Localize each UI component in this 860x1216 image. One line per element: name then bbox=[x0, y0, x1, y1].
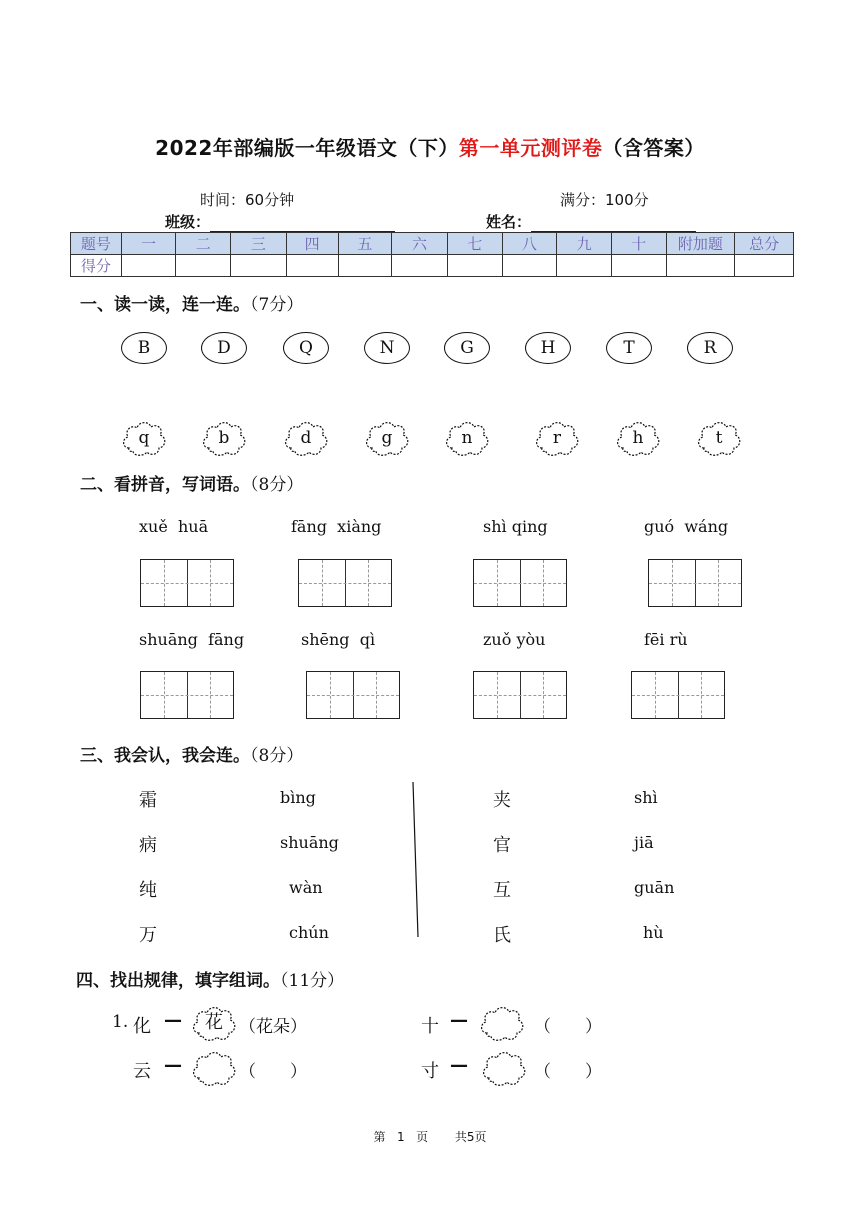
lowercase-letter: d bbox=[300, 428, 312, 448]
exam-time: 时间：60分钟 bbox=[200, 191, 295, 209]
page-prefix: 第 bbox=[373, 1130, 386, 1144]
lowercase-letter: q bbox=[138, 428, 150, 448]
name-label: 姓名： bbox=[486, 213, 532, 231]
name-input-line[interactable] bbox=[531, 215, 696, 232]
section-4-title: 四、找出规律，填字组词。 bbox=[76, 971, 280, 991]
writing-grid[interactable] bbox=[631, 671, 725, 719]
cloud-icon bbox=[481, 1048, 527, 1088]
writing-grid[interactable] bbox=[473, 671, 567, 719]
lowercase-letter-cloud[interactable] bbox=[121, 418, 167, 458]
name-field[interactable] bbox=[486, 211, 696, 232]
uppercase-letter-oval[interactable]: Q bbox=[283, 332, 329, 364]
match-pinyin[interactable]: guān bbox=[634, 878, 675, 897]
page-title bbox=[0, 132, 860, 161]
answer-cloud[interactable] bbox=[191, 1003, 237, 1043]
grid-divider bbox=[299, 583, 391, 584]
grid-divider bbox=[632, 695, 724, 696]
score-header-cell: 六 bbox=[392, 233, 448, 255]
lowercase-letter: n bbox=[461, 428, 473, 448]
score-header-cell: 二 bbox=[176, 233, 231, 255]
pinyin-prompt: fāng xiàng bbox=[291, 517, 382, 536]
match-char[interactable]: 互 bbox=[493, 880, 511, 901]
exam-full-score: 满分：100分 bbox=[560, 191, 649, 209]
answer-cloud[interactable] bbox=[191, 1048, 237, 1088]
score-header-cell: 十 bbox=[611, 233, 666, 255]
writing-grid[interactable] bbox=[306, 671, 400, 719]
score-cell[interactable] bbox=[338, 255, 392, 277]
grid-divider bbox=[141, 695, 233, 696]
section-4-heading bbox=[76, 966, 344, 991]
title-suffix: （含答案） bbox=[602, 136, 705, 160]
section-1-points: （7分） bbox=[250, 295, 304, 315]
pinyin-prompt: guó wáng bbox=[644, 517, 729, 536]
section-2-points: （8分） bbox=[250, 475, 304, 495]
grid-divider bbox=[474, 583, 566, 584]
word-blank[interactable]: （ ） bbox=[534, 1062, 602, 1082]
section-3-heading bbox=[80, 741, 303, 766]
pinyin-prompt: shēng qì bbox=[301, 630, 376, 649]
match-char[interactable]: 夹 bbox=[493, 790, 511, 811]
score-header-cell: 九 bbox=[557, 233, 612, 255]
pinyin-prompt: zuǒ yòu bbox=[483, 630, 546, 649]
writing-grid[interactable] bbox=[140, 671, 234, 719]
writing-grid[interactable] bbox=[140, 559, 234, 607]
page-suffix: 页 bbox=[416, 1130, 429, 1144]
match-char[interactable]: 氏 bbox=[493, 925, 511, 946]
score-cell[interactable] bbox=[286, 255, 338, 277]
match-pinyin[interactable]: hù bbox=[643, 923, 664, 942]
match-char[interactable]: 纯 bbox=[139, 880, 157, 901]
match-char[interactable]: 病 bbox=[139, 835, 157, 856]
writing-grid[interactable] bbox=[473, 559, 567, 607]
section-2-title: 二、看拼音，写词语。 bbox=[80, 475, 250, 495]
match-pinyin[interactable]: shì bbox=[634, 788, 658, 807]
grid-divider bbox=[141, 583, 233, 584]
uppercase-letter-oval[interactable]: T bbox=[606, 332, 652, 364]
pattern-char: 十 bbox=[421, 1016, 439, 1037]
uppercase-letter-oval[interactable]: N bbox=[364, 332, 410, 364]
lowercase-letter-cloud[interactable] bbox=[615, 418, 661, 458]
class-field[interactable] bbox=[165, 211, 395, 232]
title-main: 2022年部编版一年级语文（下） bbox=[155, 136, 459, 160]
match-char[interactable]: 霜 bbox=[139, 790, 157, 811]
cloud-icon bbox=[191, 1048, 237, 1088]
score-cell[interactable] bbox=[447, 255, 502, 277]
pattern-dash: — bbox=[164, 1010, 182, 1031]
match-char[interactable]: 官 bbox=[493, 835, 511, 856]
score-header-cell: 题号 bbox=[71, 233, 122, 255]
score-cell[interactable] bbox=[735, 255, 794, 277]
cloud-icon bbox=[479, 1003, 525, 1043]
lowercase-letter: r bbox=[552, 428, 562, 448]
lowercase-letter: t bbox=[715, 428, 723, 448]
section-1-heading bbox=[80, 290, 303, 315]
pinyin-prompt: xuě huā bbox=[139, 517, 209, 536]
page-footer bbox=[0, 1128, 860, 1145]
answer-cloud[interactable] bbox=[479, 1003, 525, 1043]
lowercase-letter: h bbox=[632, 428, 644, 448]
column-divider-line bbox=[410, 780, 422, 940]
class-label: 班级： bbox=[165, 213, 211, 231]
lowercase-letter-cloud[interactable] bbox=[201, 418, 247, 458]
match-pinyin[interactable]: bìng bbox=[280, 788, 316, 807]
section-3-title: 三、我会认，我会连。 bbox=[80, 746, 250, 766]
score-header-cell: 五 bbox=[338, 233, 392, 255]
lowercase-letter-cloud[interactable] bbox=[696, 418, 742, 458]
question-number: 1. bbox=[112, 1012, 129, 1032]
section-1-title: 一、读一读，连一连。 bbox=[80, 295, 250, 315]
page-number: 1 bbox=[397, 1130, 405, 1144]
pattern-char: 云 bbox=[133, 1061, 151, 1082]
uppercase-letter-oval[interactable]: B bbox=[121, 332, 167, 364]
lowercase-letter-cloud[interactable] bbox=[534, 418, 580, 458]
score-header-cell: 附加题 bbox=[666, 233, 735, 255]
score-table-header-row bbox=[71, 233, 794, 255]
class-input-line[interactable] bbox=[210, 215, 395, 232]
uppercase-letter-oval[interactable]: G bbox=[444, 332, 490, 364]
score-table-score-row bbox=[71, 255, 794, 277]
lowercase-letter-cloud[interactable] bbox=[283, 418, 329, 458]
lowercase-letter: g bbox=[381, 428, 393, 448]
word-blank[interactable]: （ ） bbox=[534, 1017, 602, 1037]
section-2-heading bbox=[80, 470, 303, 495]
score-cell[interactable] bbox=[666, 255, 735, 277]
match-char[interactable]: 万 bbox=[139, 925, 157, 946]
answer-fill: 花 bbox=[205, 1012, 223, 1033]
grid-divider bbox=[474, 695, 566, 696]
uppercase-letter-oval[interactable]: H bbox=[525, 332, 571, 364]
score-cell[interactable] bbox=[392, 255, 448, 277]
score-row-label: 得分 bbox=[71, 255, 122, 277]
writing-grid[interactable] bbox=[648, 559, 742, 607]
score-cell[interactable] bbox=[502, 255, 557, 277]
word-blank[interactable]: （花朵） bbox=[239, 1017, 307, 1037]
match-pinyin[interactable]: wàn bbox=[289, 878, 323, 897]
pattern-char: 化 bbox=[133, 1016, 151, 1037]
lowercase-letter-cloud[interactable] bbox=[364, 418, 410, 458]
section-3-points: （8分） bbox=[250, 746, 304, 766]
lowercase-letter: b bbox=[218, 428, 230, 448]
pattern-dash: — bbox=[450, 1010, 468, 1031]
score-cell[interactable] bbox=[121, 255, 176, 277]
pattern-dash: — bbox=[450, 1055, 468, 1076]
score-header-cell: 四 bbox=[286, 233, 338, 255]
score-table bbox=[70, 232, 794, 277]
match-pinyin[interactable]: chún bbox=[289, 923, 329, 942]
grid-divider bbox=[307, 695, 399, 696]
score-header-cell: 三 bbox=[231, 233, 287, 255]
score-header-cell: 八 bbox=[502, 233, 557, 255]
score-cell[interactable] bbox=[231, 255, 287, 277]
grid-divider bbox=[649, 583, 741, 584]
match-pinyin[interactable]: shuāng bbox=[280, 833, 339, 852]
uppercase-letter-oval[interactable]: R bbox=[687, 332, 733, 364]
pinyin-prompt: shuāng fāng bbox=[139, 630, 245, 649]
pinyin-prompt: shì qing bbox=[483, 517, 548, 536]
pinyin-prompt: fēi rù bbox=[644, 630, 688, 649]
score-cell[interactable] bbox=[176, 255, 231, 277]
title-highlight: 第一单元测评卷 bbox=[458, 136, 603, 160]
word-blank[interactable]: （ ） bbox=[239, 1062, 307, 1082]
answer-cloud[interactable] bbox=[481, 1048, 527, 1088]
match-pinyin[interactable]: jiā bbox=[634, 833, 654, 852]
score-header-cell: 总分 bbox=[735, 233, 794, 255]
score-header-cell: 一 bbox=[121, 233, 176, 255]
pattern-dash: — bbox=[164, 1055, 182, 1076]
uppercase-letter-oval[interactable]: D bbox=[201, 332, 247, 364]
lowercase-letter-cloud[interactable] bbox=[444, 418, 490, 458]
section-4-points: （11分） bbox=[280, 971, 345, 991]
score-cell[interactable] bbox=[557, 255, 612, 277]
score-cell[interactable] bbox=[611, 255, 666, 277]
page-total: 共5页 bbox=[454, 1130, 487, 1144]
score-header-cell: 七 bbox=[447, 233, 502, 255]
pattern-char: 寸 bbox=[421, 1061, 439, 1082]
writing-grid[interactable] bbox=[298, 559, 392, 607]
